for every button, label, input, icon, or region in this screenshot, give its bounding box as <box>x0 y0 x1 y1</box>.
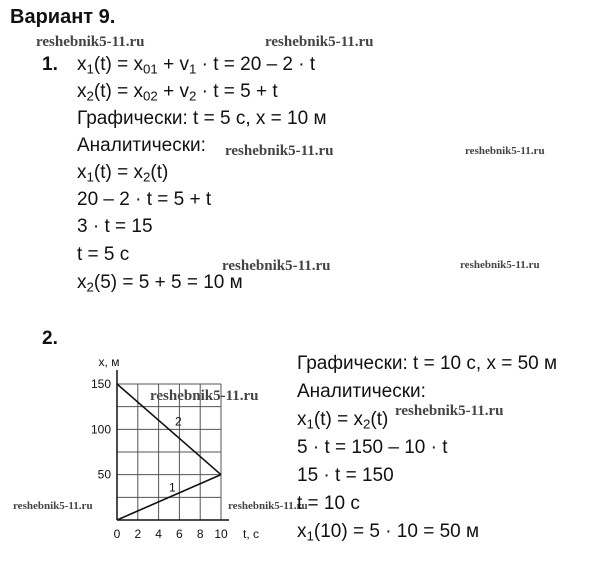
problem-2-analytical: Аналитически: <box>297 381 426 402</box>
watermark: reshebnik5-11.ru <box>222 258 331 274</box>
x-tick-label: 8 <box>196 527 204 541</box>
problem-1-eq-2: 20 – 2 · t = 5 + t <box>77 189 212 210</box>
y-tick-label: 50 <box>97 467 111 482</box>
x-tick-label: 6 <box>176 527 183 541</box>
series-label-1: 1 <box>169 480 176 495</box>
chart-grid <box>117 384 221 520</box>
problem-1-number: 1. <box>42 54 58 75</box>
y-tick-label: 150 <box>90 377 111 391</box>
series-label-2: 2 <box>175 414 182 429</box>
y-axis-label: x, м <box>98 355 120 369</box>
problem-2-eq-1: $x_1(t) = x_2(t)$ <box>297 409 389 432</box>
problem-2-number: 2. <box>42 328 58 349</box>
problem-2-eq-5: $x_1(10) = 5 \cdot 10 = 50$ м <box>297 521 480 544</box>
problem-2-eq-4: t = 10 с <box>297 493 360 514</box>
problem-2-eq-3: 15 · t = 150 <box>297 465 394 486</box>
x-tick-label: 4 <box>155 527 162 541</box>
y-tick-label: 100 <box>90 422 111 437</box>
watermark: reshebnik5-11.ru <box>150 388 259 404</box>
problem-1-eq-3: 3 · t = 15 <box>77 216 153 237</box>
problem-1-line-1: $x_1(t) = x_{01} + v_1 \cdot t = 20 - 2 \cdot t$ <box>77 54 316 77</box>
chart-labels <box>91 355 259 541</box>
problem-1-eq-5: $x_2(5) = 5 + 5 = 10$ м <box>77 272 243 295</box>
x-tick-label: 10 <box>214 527 228 541</box>
x-tick-label: 2 <box>134 527 142 541</box>
problem-1-eq-1: $x_1(t) = x_2(t)$ <box>77 162 169 185</box>
watermark: reshebnik5-11.ru <box>460 259 540 271</box>
page-title: Вариант 9. <box>10 6 116 28</box>
watermark: reshebnik5-11.ru <box>13 500 93 512</box>
watermark: reshebnik5-11.ru <box>265 34 374 50</box>
problem-1-graphical: Графически: t = 5 с, x = 10 м <box>77 108 327 129</box>
watermark: reshebnik5-11.ru <box>465 145 545 157</box>
problem-1-analytical: Аналитически: <box>77 135 206 156</box>
problem-1-eq-4: t = 5 с <box>77 244 130 265</box>
watermark: reshebnik5-11.ru <box>36 34 145 50</box>
watermark: reshebnik5-11.ru <box>395 403 504 419</box>
x-tick-label: 0 <box>113 527 121 541</box>
watermark: reshebnik5-11.ru <box>225 143 334 159</box>
watermark: reshebnik5-11.ru <box>228 500 308 512</box>
problem-2-graphical: Графически: t = 10 с, x = 50 м <box>297 353 558 374</box>
problem-2-eq-2: 5 · t = 150 – 10 · t <box>297 437 448 458</box>
problem-1-line-2: $x_2(t) = x_{02} + v_2 \cdot t = 5 + t$ <box>77 81 278 104</box>
x-axis-label: t, с <box>242 527 260 541</box>
motion-chart <box>70 348 270 548</box>
